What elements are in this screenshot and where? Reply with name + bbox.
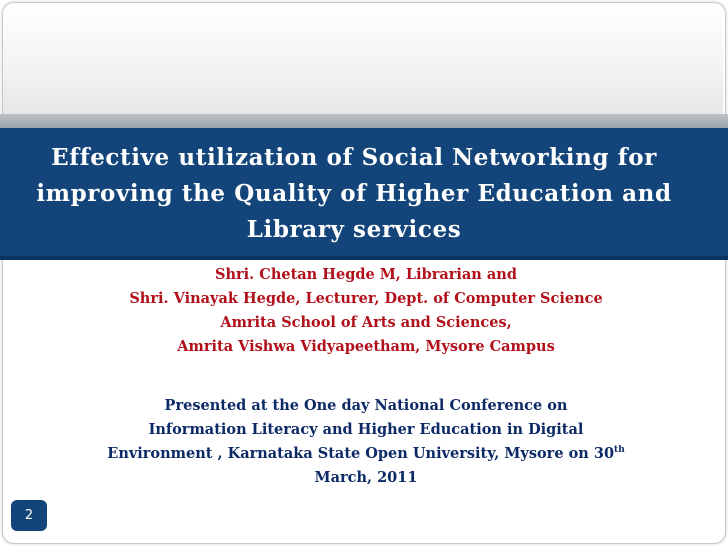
author-line-4: Amrita Vishwa Vidyapeetham, Mysore Campus [177, 338, 555, 355]
title-band-bottom-stripe [0, 256, 728, 260]
authors-block [30, 263, 702, 359]
conference-line-1: Presented at the One day National Conference on [164, 397, 568, 414]
conference-line-3-text: Environment , Karnataka State Open University, Mysore on 30 [107, 445, 615, 462]
title-band-top-stripe [0, 114, 728, 128]
title-line-2: improving the Quality of Higher Education and [36, 180, 672, 207]
author-line-3: Amrita School of Arts and Sciences, [220, 314, 512, 331]
conference-block [30, 394, 702, 490]
author-line-2: Shri. Vinayak Hegde, Lecturer, Dept. of Computer Science [129, 290, 603, 307]
title-line-3: Library services [246, 216, 462, 243]
slide-title [14, 140, 694, 248]
page-number-badge: 2 [11, 500, 47, 531]
date-suffix: th [614, 445, 625, 455]
conference-line-3 [30, 442, 702, 466]
title-line-1: Effective utilization of Social Networking for [51, 144, 657, 171]
conference-line-2: Information Literacy and Higher Education in Digital [148, 421, 584, 438]
header-gradient [3, 3, 723, 115]
conference-line-4: March, 2011 [314, 469, 418, 486]
author-line-1: Shri. Chetan Hegde M, Librarian and [215, 266, 517, 283]
